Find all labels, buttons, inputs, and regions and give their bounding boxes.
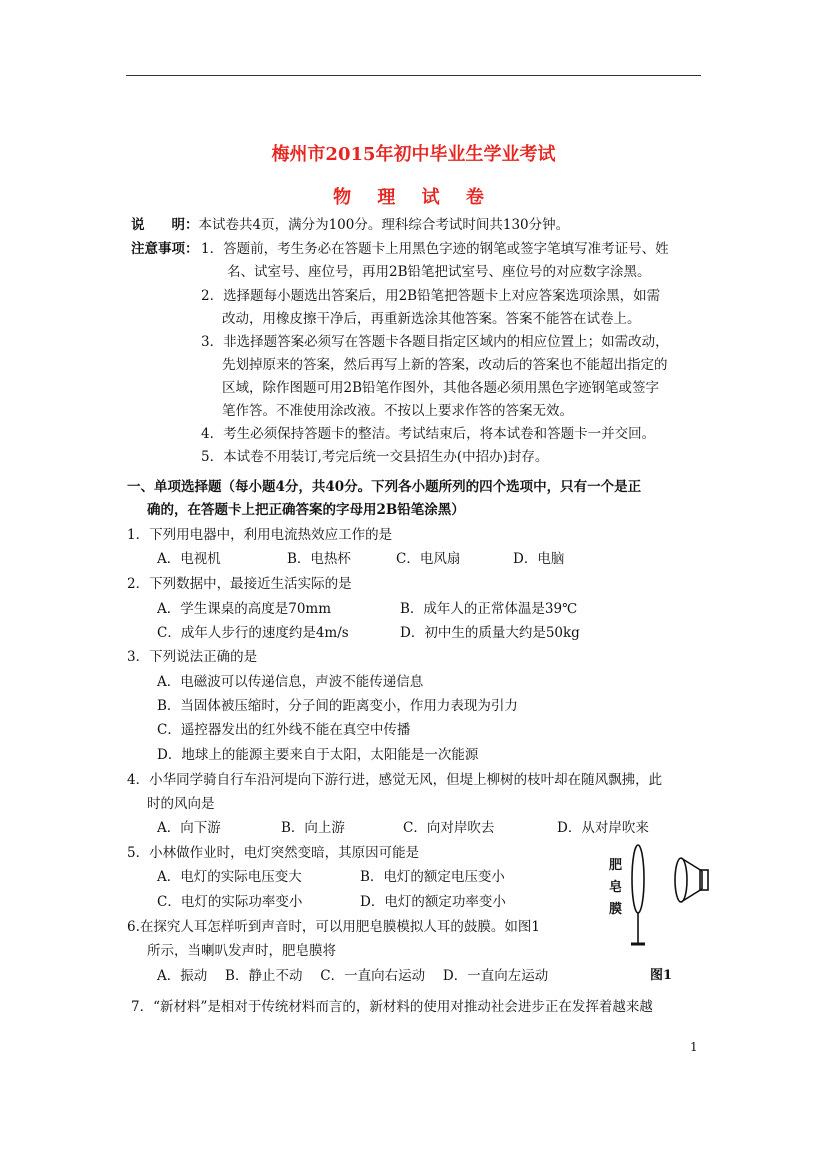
question-7-stem: 7．“新材料”是相对于传统材料而言的，新材料的使用对推动社会进步正在发挥着越来越	[131, 999, 653, 1015]
note-item-2a: 2．选择题每小题选出答案后，用2B铅笔把答题卡上对应答案选项涂黑，如需	[201, 288, 661, 304]
question-1-stem: 1．下列用电器中，利用电流热效应工作的是	[127, 527, 393, 543]
note-item-3d: 笔作答。不准使用涂改液。不按以上要求作答的答案无效。	[222, 403, 573, 419]
q1-option-a: A．电视机	[157, 551, 221, 567]
figure-1-illustration	[622, 843, 714, 951]
figure-caption: 图1	[650, 968, 673, 983]
q1-option-b: B．电热杯	[287, 551, 351, 567]
q4-option-d: D．从对岸吹来	[557, 820, 649, 836]
note-item-1b: 名、试室号、座位号，再用2B铅笔把试室号、座位号的对应数字涂黑。	[227, 264, 651, 280]
q5-option-b: B．电灯的额定电压变小	[360, 869, 505, 885]
question-6-stem-cont: 所示，当喇叭发声时，肥皂膜将	[147, 943, 336, 959]
instructions-line	[131, 216, 569, 234]
q1-option-d: D．电脑	[513, 551, 565, 567]
q1-option-c: C．电风扇	[396, 551, 461, 567]
q3-option-b: B．当固体被压缩时，分子间的距离变小，作用力表现为引力	[157, 698, 518, 714]
q2-option-a: A．学生课桌的高度是70mm	[157, 601, 332, 617]
q5-option-a: A．电灯的实际电压变大	[157, 869, 302, 885]
figure-label-1: 肥	[609, 858, 623, 873]
question-3-stem: 3．下列说法正确的是	[127, 649, 258, 665]
attention-label: 注意事项：	[131, 241, 199, 257]
q3-option-d: D．地球上的能源主要来自于太阳，太阳能是一次能源	[157, 747, 479, 763]
figure-label-2: 皂	[609, 880, 623, 895]
exam-subtitle: 物 理 试 卷	[333, 187, 494, 208]
instructions-label: 说 明：	[131, 217, 199, 233]
soap-film-frame	[632, 845, 644, 913]
note-item-5: 5．本试卷不用装订,考完后统一交县招生办(中招办)封存。	[201, 449, 549, 465]
exam-title: 梅州市2015年初中毕业生学业考试	[271, 144, 556, 165]
section-heading-2: 确的，在答题卡上把正确答案的字母用2B铅笔涂黑）	[147, 502, 465, 518]
note-item-2b: 改动，用橡皮擦干净后，再重新选涂其他答案。答案不能答在试卷上。	[222, 311, 641, 327]
q5-option-d: D．电灯的额定功率变小	[360, 894, 506, 910]
q3-option-a: A．电磁波可以传递信息，声波不能传递信息	[157, 674, 424, 690]
section-heading-1: 一、单项选择题（每小题4分，共40分。下列各小题所列的四个选项中，只有一个是正	[127, 479, 642, 495]
q2-option-b: B．成年人的正常体温是39℃	[400, 601, 578, 617]
instructions-text: 本试卷共4页，满分为100分。理科综合考试时间共130分钟。	[198, 217, 570, 233]
q3-option-c: C．遥控器发出的红外线不能在真空中传播	[157, 722, 411, 738]
note-item-3a: 3．非选择题答案必须写在答题卡各题目指定区域内的相应位置上；如需改动，	[201, 334, 669, 350]
note-item-3b: 先划掉原来的答案，然后再写上新的答案，改动后的答案也不能超出指定的	[222, 357, 668, 373]
note-item-1a: 1．答题前，考生务必在答题卡上用黑色字迹的钢笔或签字笔填写准考证号、姓	[201, 241, 669, 257]
q5-option-c: C．电灯的实际功率变小	[157, 894, 303, 910]
question-4-stem: 4．小华同学骑自行车沿河堤向下游行进，感觉无风，但堤上柳树的枝叶却在随风飘拂，此	[127, 772, 663, 788]
figure-label-3: 膜	[609, 902, 623, 917]
q4-option-b: B．向上游	[281, 820, 345, 836]
loudspeaker	[675, 858, 708, 902]
q6-options: A．振动 B．静止不动 C．一直向右运动 D．一直向左运动	[157, 968, 549, 984]
question-6-stem: 6.在探究人耳怎样听到声音时，可以用肥皂膜模拟人耳的鼓膜。如图1	[127, 919, 540, 935]
top-rule	[126, 75, 701, 76]
q4-option-c: C．向对岸吹去	[403, 820, 495, 836]
page-number: 1	[690, 1040, 698, 1054]
q2-option-c: C．成年人步行的速度约是4m/s	[157, 625, 349, 641]
question-5-stem: 5．小林做作业时，电灯突然变暗，其原因可能是	[127, 845, 420, 861]
question-4-stem-cont: 时的风向是	[147, 796, 215, 812]
q2-option-d: D．初中生的质量大约是50kg	[400, 625, 580, 641]
q4-option-a: A．向下游	[157, 820, 221, 836]
note-item-4: 4．考生必须保持答题卡的整洁。考试结束后，将本试卷和答题卡一并交回。	[201, 426, 656, 442]
question-2-stem: 2．下列数据中，最接近生活实际的是	[127, 576, 352, 592]
note-item-3c: 区域，除作图题可用2B铅笔作图外，其他各题必须用黑色字迹钢笔或签字	[222, 380, 660, 396]
